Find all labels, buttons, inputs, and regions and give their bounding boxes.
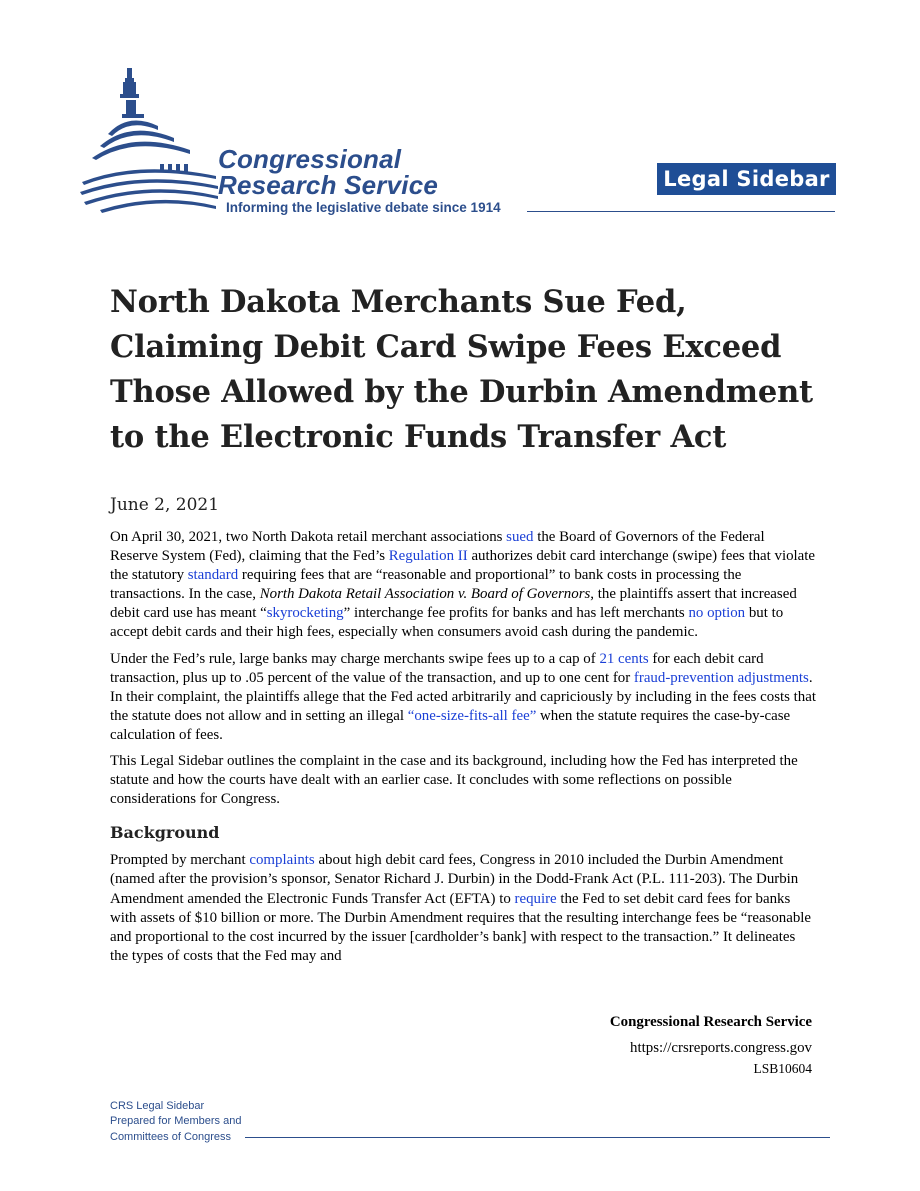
text: ” interchange fee profits for banks and has left merchants [343,605,689,622]
footer-left-line3: Committees of Congress [110,1131,232,1143]
paragraph-1 [110,528,816,643]
org-name [218,146,438,198]
paragraph-4 [110,851,816,966]
crs-capitol-dome-logo [78,64,238,220]
link-require[interactable]: require [514,890,557,907]
section-heading-background: Background [110,823,220,843]
text: about high debit card fees, Congress in 2010 included the Durbin Amendment (named after the provision’s sponsor, Senator Richard J. Durbin) in the Dodd-Frank Act (P.L. 111-203). The Durbin Amendment amended the Electronic Funds Transfer Act (EFTA) to [110,852,799,907]
link-complaints[interactable]: complaints [249,852,315,869]
org-name-line1: Congressional [218,144,402,174]
text: but to accept debit cards and their high fees, especially when consumers avoid cash during the pandemic. [110,605,784,641]
org-name-line2: Research Service [218,170,439,200]
link-standard[interactable]: standard [187,567,239,584]
footer-rule [245,1137,830,1138]
text: requiring fees that are “reasonable and proportional” to bank costs in processing the transactions. In the case, [110,567,742,603]
text: Under the Fed’s rule, large banks may charge merchants swipe fees up to a cap of [110,650,600,667]
footer-org: Congressional Research Service [609,1014,812,1030]
footer-left-title: CRS Legal Sidebar [110,1100,205,1112]
tagline-rule [527,211,835,212]
document-date: June 2, 2021 [110,495,220,515]
link-fraud-prevention[interactable]: fraud-prevention adjustments [633,669,809,686]
text: the Board of Governors of the Federal Reserve System (Fed), claiming that the Fed’s [110,529,765,565]
text: , the plaintiffs assert that increased debit card use has meant “ [110,586,797,622]
tagline: Informing the legislative debate since 1914 [226,200,501,215]
footer-report-id: LSB10604 [753,1061,812,1076]
text: for each debit card transaction, plus up to .05 percent of the value of the transaction, and up to one cent for [110,650,764,686]
link-sued[interactable]: sued [506,529,534,545]
case-name: North Dakota Retail Association v. Board of Governors [259,586,591,603]
document-title: North Dakota Merchants Sue Fed, Claiming Debit Card Swipe Fees Exceed Those Allowed by the Durbin Amendment to the Electronic Funds Transfer Act [110,284,813,455]
link-no-option[interactable]: no option [688,605,746,622]
text: . In their complaint, the plaintiffs allege that the Fed acted arbitrarily and capriciously by including in the fees costs that the statute does not allow and in setting an illegal [110,669,816,724]
paragraph-2 [110,650,816,745]
link-skyrocketing[interactable]: skyrocketing [266,605,344,622]
text: authorizes debit card interchange (swipe) fees that violate the statutory [110,548,816,584]
text: Prompted by merchant [110,852,250,869]
footer-url[interactable]: https://crsreports.congress.gov [630,1040,812,1056]
paragraph-3: This Legal Sidebar outlines the complaint in the case and its background, including how the Fed has interpreted the statute and how the courts have dealt with an earlier case. It concludes with some reflections on possible considerations for Congress. [110,753,798,808]
legal-sidebar-badge: Legal Sidebar [657,163,836,195]
text: the Fed to set debit card fees for banks with assets of $10 billion or more. The Durbin Amendment requires that the resulting interchange fees be “reasonable and proportional to the cost incurred by the issuer [cardholder’s bank] with respect to the transaction.” It delineates the types of costs that the Fed may and [110,890,812,964]
link-one-size-fits-all[interactable]: “one-size-fits-all fee” [407,707,537,724]
link-21-cents[interactable]: 21 cents [599,650,649,667]
text: when the statute requires the case-by-case calculation of fees. [110,707,791,743]
document-body [110,528,816,973]
footer-left-line2: Prepared for Members and [110,1115,242,1127]
text: On April 30, 2021, two North Dakota retail merchant associations [110,529,507,545]
link-regulation-ii[interactable]: Regulation II [388,548,468,565]
